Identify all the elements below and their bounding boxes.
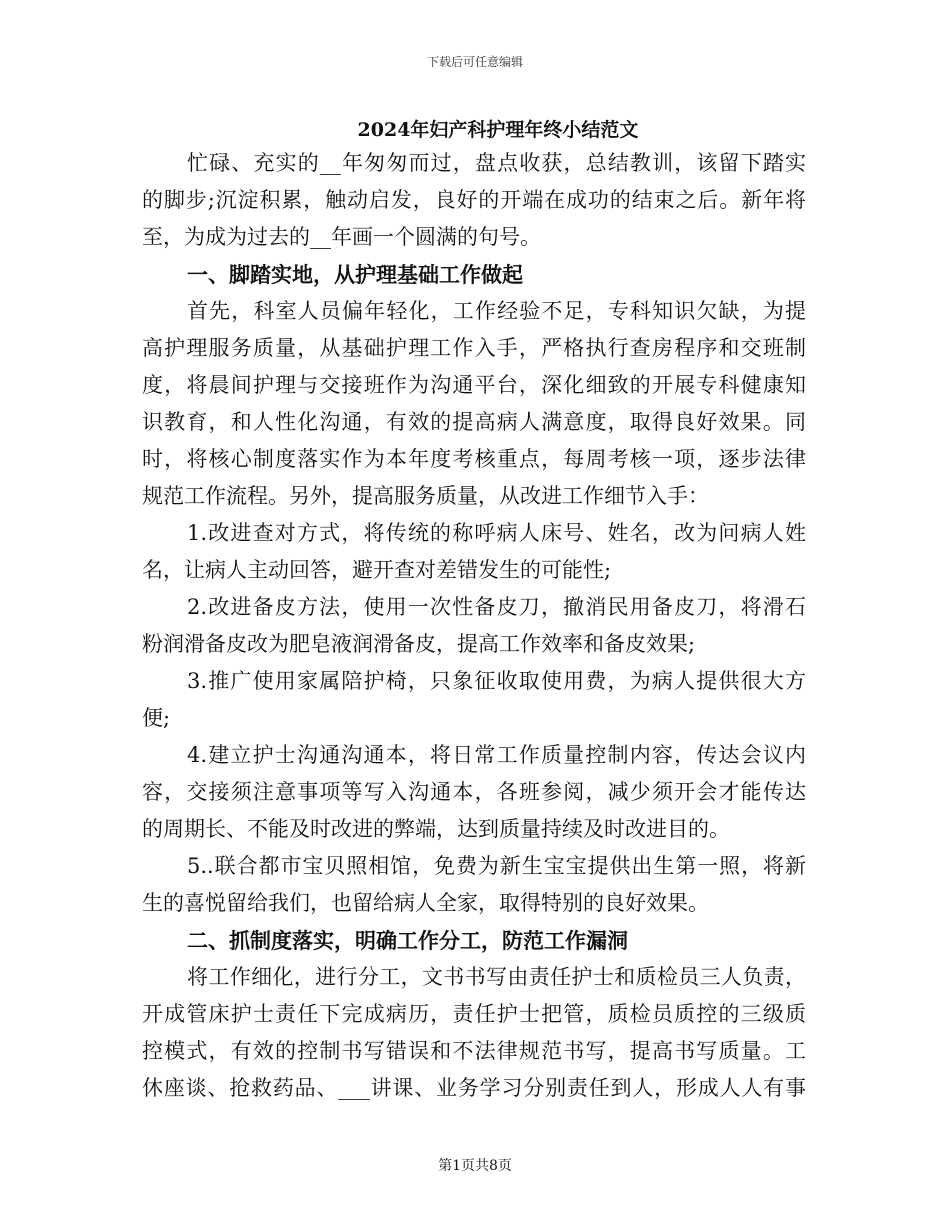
list-item-1 (142, 515, 806, 589)
body-text-line: 粉润滑备皮改为肥皂液润滑备皮，提高工作效率和备皮效果; (142, 632, 696, 656)
body-text-line: 1.改进查对方式，将传统的称呼病人床号、姓名，改为问病人姓 (187, 521, 806, 545)
body-text-line: 将工作细化，进行分工，文书书写由责任护士和质检员三人负责， (187, 965, 806, 989)
list-item-5 (142, 848, 806, 922)
section-heading-1: 一、脚踏实地，从护理基础工作做起 (187, 262, 523, 287)
body-text-line: 休座谈、抢救药品、___讲课、业务学习分别责任到人，形成人人有事 (142, 1076, 806, 1100)
body-text-line: 时，将核心制度落实作为本年度考核重点，每周考核一项，逐步法律 (142, 447, 806, 471)
document-title: 2024年妇产科护理年终小结范文 (357, 119, 639, 141)
body-text-line: 容，交接须注意事项等写入沟通本，各班参阅，减少须开会才能传达 (142, 780, 806, 804)
paragraph-intro (142, 145, 806, 256)
body-text-line: 的脚步;沉淀积累，触动启发，良好的开端在成功的结束之后。新年将 (142, 188, 806, 212)
body-text-line: 的周期长、不能及时改进的弊端，达到质量持续及时改进目的。 (142, 817, 730, 841)
list-item-4 (142, 737, 806, 848)
body-text-line: 至，为成为过去的__年画一个圆满的句号。 (142, 225, 541, 249)
body-text-line: 规范工作流程。另外，提高服务质量，从改进工作细节入手： (142, 484, 709, 508)
document-body (142, 145, 806, 1107)
paragraph-section-1 (142, 293, 806, 515)
list-item-2 (142, 589, 806, 663)
body-text-line: 控模式，有效的控制书写错误和不法律规范书写，提高书写质量。工 (142, 1039, 806, 1063)
list-item-3 (142, 663, 806, 737)
body-text-line: 生的喜悦留给我们，也留给病人全家，取得特别的良好效果。 (142, 891, 709, 915)
body-text-line: 名，让病人主动回答，避开查对差错发生的可能性; (142, 558, 612, 582)
page-header-note: 下载后可任意编辑 (426, 55, 523, 69)
section-heading-2: 二、抓制度落实，明确工作分工，防范工作漏洞 (187, 928, 628, 953)
body-text-line: 识教育，和人性化沟通，有效的提高病人满意度，取得良好效果。同 (142, 410, 806, 434)
page-number-footer: 第1页共8页 (438, 1158, 512, 1174)
paragraph-section-2 (142, 959, 806, 1107)
body-text-line: 5..联合都市宝贝照相馆，免费为新生宝宝提供出生第一照，将新 (187, 854, 806, 878)
body-text-line: 首先，科室人员偏年轻化，工作经验不足，专科知识欠缺，为提 (187, 299, 806, 323)
body-text-line: 3.推广使用家属陪护椅，只象征收取使用费，为病人提供很大方 (187, 669, 806, 693)
body-text-line: 4.建立护士沟通沟通本，将日常工作质量控制内容，传达会议内 (187, 743, 806, 767)
body-text-line: 高护理服务质量，从基础护理工作入手，严格执行查房程序和交班制 (142, 336, 806, 360)
body-text-line: 度，将晨间护理与交接班作为沟通平台，深化细致的开展专科健康知 (142, 373, 806, 397)
body-text-line: 2.改进备皮方法，使用一次性备皮刀，撤消民用备皮刀，将滑石 (187, 595, 806, 619)
body-text-line: 便; (142, 706, 171, 730)
body-text-line: 开成管床护士责任下完成病历，责任护士把管，质检员质控的三级质 (142, 1002, 806, 1026)
body-text-line: 忙碌、充实的__年匆匆而过，盘点收获，总结教训，该留下踏实 (187, 151, 806, 175)
